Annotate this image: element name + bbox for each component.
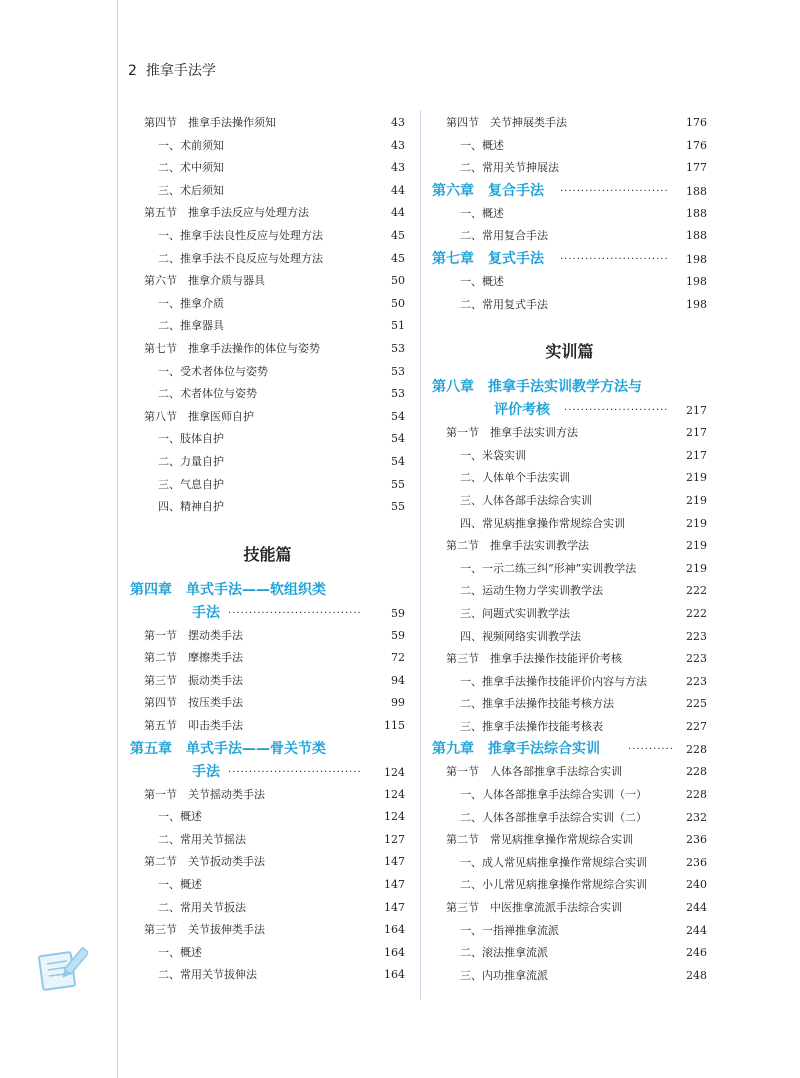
- toc-section[interactable]: 第二节 推拿手法实训教学法 219: [446, 539, 707, 553]
- running-head: [128, 60, 216, 80]
- toc-item[interactable]: 二、术中须知 43: [158, 161, 405, 175]
- toc-chapter-cont[interactable]: 手法 ································ 124: [192, 763, 405, 780]
- toc-section[interactable]: 第八节 推拿医师自护 54: [144, 409, 405, 423]
- part-heading-skill: 技能篇: [243, 544, 292, 564]
- toc-section[interactable]: 第四节 推拿手法操作须知 43: [144, 116, 405, 129]
- toc-item[interactable]: 一、概述 176: [460, 138, 707, 152]
- toc-section[interactable]: 第一节 摆动类手法 59: [144, 628, 405, 642]
- toc-chapter[interactable]: 第八章 推拿手法实训教学方法与: [432, 379, 642, 396]
- toc-item[interactable]: 二、推拿器具 51: [158, 319, 405, 333]
- toc-section[interactable]: 第二节 常见病推拿操作常规综合实训 236: [446, 833, 707, 847]
- toc-left-column: [130, 112, 405, 987]
- toc-item[interactable]: 一、概述 124: [158, 810, 405, 824]
- toc-section[interactable]: 第三节 关节拔伸类手法 164: [144, 923, 405, 937]
- toc-item[interactable]: 四、精神自护 55: [158, 500, 405, 514]
- toc-item[interactable]: 三、人体各部手法综合实训 219: [460, 493, 707, 507]
- toc-section[interactable]: 第四节 关节抻展类手法 176: [446, 116, 707, 129]
- toc-section[interactable]: 第五节 叩击类手法 115: [144, 719, 405, 733]
- column-divider: [420, 110, 421, 1000]
- toc-item[interactable]: 一、推拿介质 50: [158, 296, 405, 310]
- toc-chapter[interactable]: 第九章 推拿手法综合实训 ··········· 228: [432, 741, 707, 758]
- toc-item[interactable]: 一、推拿手法操作技能评价内容与方法 223: [460, 674, 707, 688]
- part-heading-practice: 实训篇: [545, 342, 594, 362]
- toc-item[interactable]: 三、内功推拿流派 248: [460, 968, 707, 982]
- toc-item[interactable]: 一、概述 198: [460, 274, 707, 288]
- toc-item[interactable]: 一、概述 188: [460, 206, 707, 220]
- toc-item[interactable]: 二、术者体位与姿势 53: [158, 387, 405, 401]
- toc-item[interactable]: 一、术前须知 43: [158, 138, 405, 152]
- notepad-pencil-icon: [38, 944, 88, 994]
- toc-item[interactable]: 二、推拿手法不良反应与处理方法 45: [158, 251, 405, 265]
- toc-section[interactable]: 第一节 人体各部推拿手法综合实训 228: [446, 765, 707, 779]
- toc-item[interactable]: 二、推拿手法操作技能考核方法 225: [460, 697, 707, 711]
- toc-item[interactable]: 三、术后须知 44: [158, 183, 405, 197]
- toc-section[interactable]: 第三节 中医推拿流派手法综合实训 244: [446, 901, 707, 915]
- toc-item[interactable]: 一、米袋实训 217: [460, 448, 707, 462]
- toc-chapter-cont[interactable]: 评价考核 ························· 217: [494, 402, 707, 419]
- toc-item[interactable]: 三、问题式实训教学法 222: [460, 606, 707, 620]
- toc-item[interactable]: 一、概述 164: [158, 945, 405, 959]
- toc-item[interactable]: 一、受术者体位与姿势 53: [158, 364, 405, 378]
- toc-item[interactable]: 三、气息自护 55: [158, 477, 405, 491]
- toc-right-column: [432, 112, 707, 987]
- toc-item[interactable]: 二、常用关节扳法 147: [158, 900, 405, 914]
- toc-item[interactable]: 一、一指禅推拿流派 244: [460, 923, 707, 937]
- page-number: 2: [128, 63, 137, 79]
- toc-chapter[interactable]: 第七章 复式手法 ·························· 198: [432, 250, 707, 267]
- toc-section[interactable]: 第一节 关节摇动类手法 124: [144, 787, 405, 801]
- toc-item[interactable]: 二、常用复式手法 198: [460, 297, 707, 311]
- toc-item[interactable]: 二、人体单个手法实训 219: [460, 471, 707, 485]
- toc-item[interactable]: 一、人体各部推拿手法综合实训（一） 228: [460, 788, 707, 802]
- toc-item[interactable]: 二、力量自护 54: [158, 454, 405, 468]
- toc-item[interactable]: 二、人体各部推拿手法综合实训（二） 232: [460, 810, 707, 824]
- book-title: 推拿手法学: [145, 63, 216, 79]
- toc-item[interactable]: 二、常用关节拔伸法 164: [158, 968, 405, 982]
- toc-item[interactable]: 一、一示二练三纠“形神”实训教学法 219: [460, 561, 707, 575]
- toc-chapter[interactable]: 第六章 复合手法 ·························· 188: [432, 182, 707, 199]
- toc-section[interactable]: 第七节 推拿手法操作的体位与姿势 53: [144, 341, 405, 355]
- toc-item[interactable]: 二、小儿常见病推拿操作常规综合实训 240: [460, 878, 707, 892]
- toc-item[interactable]: 二、滚法推拿流派 246: [460, 946, 707, 960]
- toc-chapter[interactable]: 第五章 单式手法——骨关节类: [130, 740, 326, 757]
- toc-item[interactable]: 一、肢体自护 54: [158, 432, 405, 446]
- toc-item[interactable]: 三、推拿手法操作技能考核表 227: [460, 719, 707, 733]
- toc-item[interactable]: 二、常用关节抻展法 177: [460, 161, 707, 175]
- toc-item[interactable]: 二、运动生物力学实训教学法 222: [460, 584, 707, 598]
- toc-section[interactable]: 第二节 摩擦类手法 72: [144, 651, 405, 665]
- margin-rule: [117, 0, 118, 1078]
- toc-section[interactable]: 第三节 振动类手法 94: [144, 673, 405, 687]
- toc-section[interactable]: 第一节 推拿手法实训方法 217: [446, 426, 707, 440]
- toc-section[interactable]: 第四节 按压类手法 99: [144, 696, 405, 710]
- toc-item[interactable]: 四、常见病推拿操作常规综合实训 219: [460, 516, 707, 530]
- toc-item[interactable]: 一、成人常见病推拿操作常规综合实训 236: [460, 855, 707, 869]
- toc-section[interactable]: 第五节 推拿手法反应与处理方法 44: [144, 206, 405, 220]
- toc-item[interactable]: 四、视频网络实训教学法 223: [460, 629, 707, 643]
- toc-item[interactable]: 一、推拿手法良性反应与处理方法 45: [158, 228, 405, 242]
- toc-item[interactable]: 一、概述 147: [158, 878, 405, 892]
- toc-section[interactable]: 第六节 推拿介质与器具 50: [144, 274, 405, 288]
- toc-item[interactable]: 二、常用关节摇法 127: [158, 832, 405, 846]
- toc-section[interactable]: 第三节 推拿手法操作技能评价考核 223: [446, 652, 707, 666]
- toc-section[interactable]: 第二节 关节扳动类手法 147: [144, 855, 405, 869]
- toc-chapter-cont[interactable]: 手法 ································ 59: [192, 604, 405, 621]
- toc-chapter[interactable]: 第四章 单式手法——软组织类: [130, 581, 326, 598]
- toc-item[interactable]: 二、常用复合手法 188: [460, 229, 707, 243]
